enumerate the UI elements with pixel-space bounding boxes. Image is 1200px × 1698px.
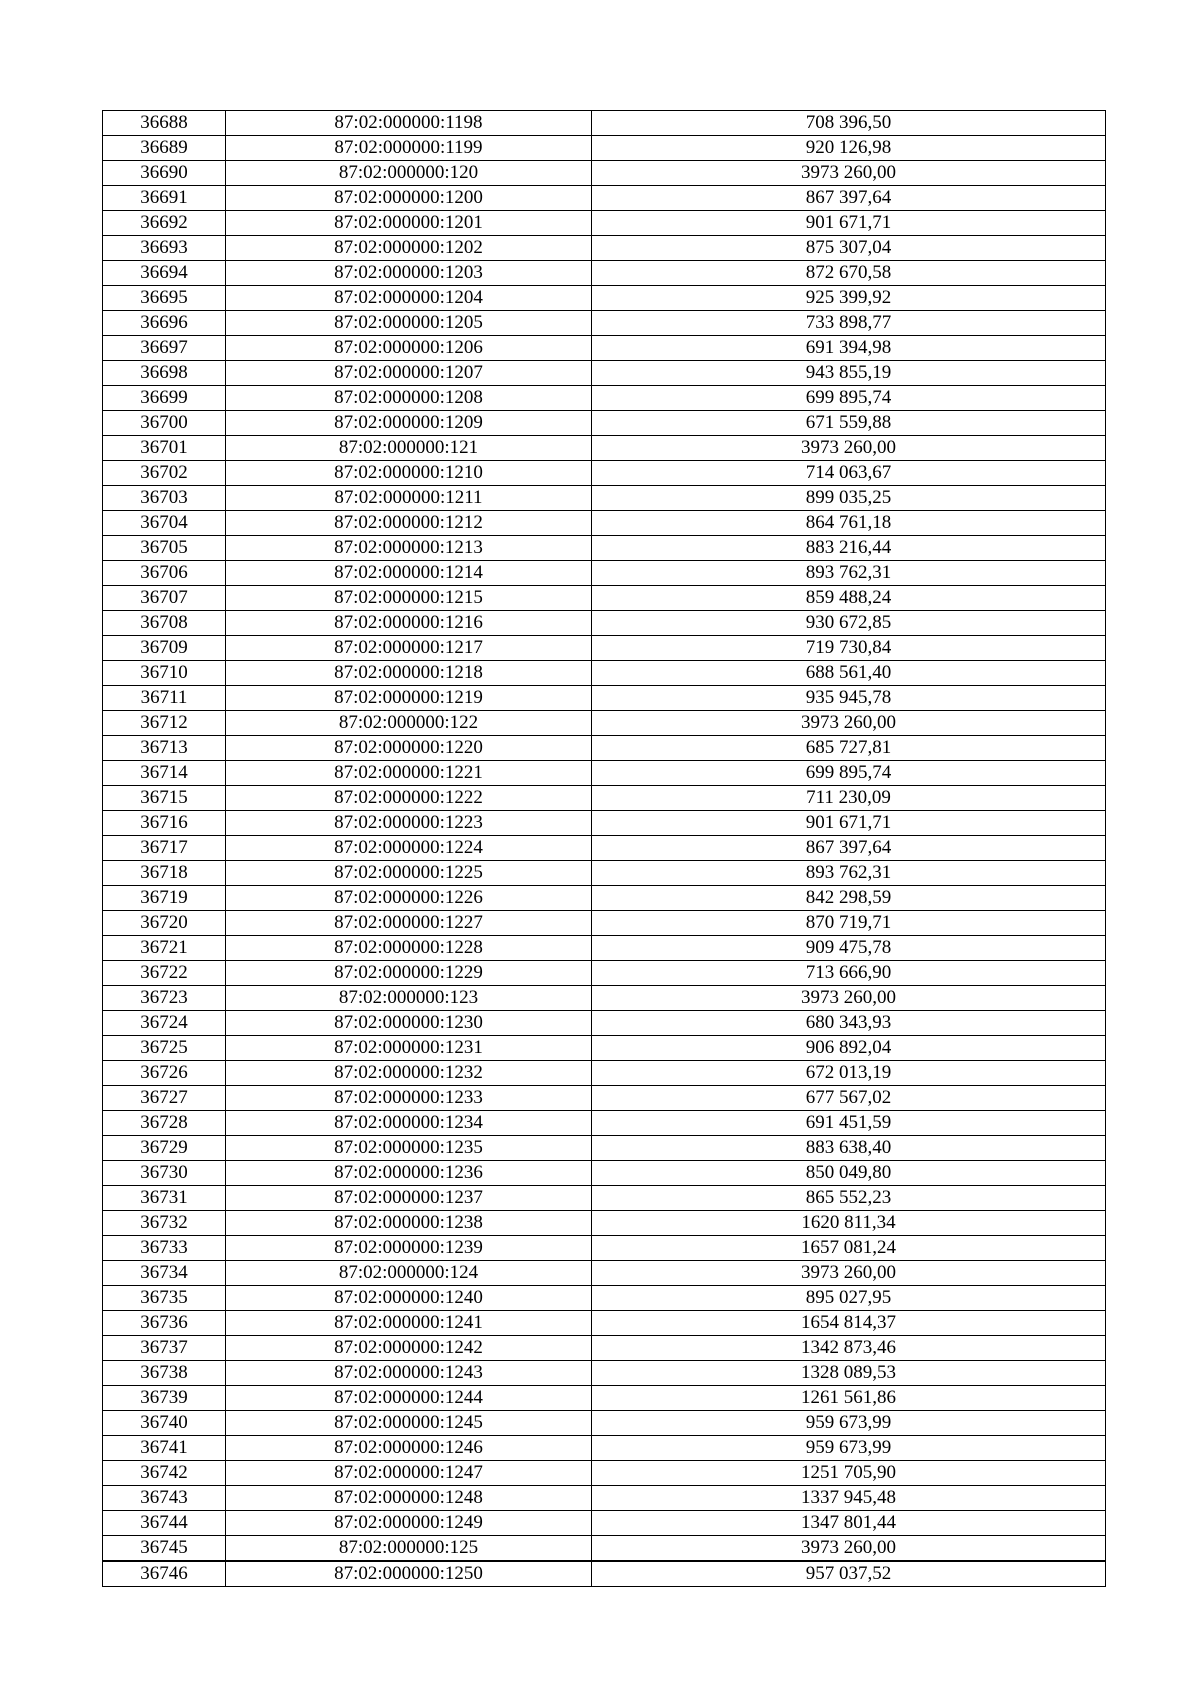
table-row: [103, 211, 1106, 236]
cadastral-number-cell: 87:02:000000:124: [226, 1261, 592, 1286]
cadastral-value-cell: 688 561,40: [592, 661, 1106, 686]
cadastral-value-cell: 859 488,24: [592, 586, 1106, 611]
cadastral-number-cell: 87:02:000000:1202: [226, 236, 592, 261]
cadastral-number-cell: 87:02:000000:1240: [226, 1286, 592, 1311]
row-number-cell: 36691: [103, 186, 226, 211]
table-row: [103, 286, 1106, 311]
cadastral-number-cell: 87:02:000000:1222: [226, 786, 592, 811]
table-row: [103, 1086, 1106, 1111]
cadastral-value-cell: 893 762,31: [592, 561, 1106, 586]
cadastral-value-cell: 677 567,02: [592, 1086, 1106, 1111]
table-row: [103, 1236, 1106, 1261]
cadastral-value-cell: 699 895,74: [592, 386, 1106, 411]
cadastral-value-cell: 883 216,44: [592, 536, 1106, 561]
row-number-cell: 36735: [103, 1286, 226, 1311]
cadastral-value-cell: 842 298,59: [592, 886, 1106, 911]
cadastral-value-cell: 3973 260,00: [592, 986, 1106, 1011]
cadastral-number-cell: 87:02:000000:1199: [226, 136, 592, 161]
row-number-cell: 36712: [103, 711, 226, 736]
cadastral-number-cell: 87:02:000000:1228: [226, 936, 592, 961]
cadastral-value-cell: 906 892,04: [592, 1036, 1106, 1061]
cadastral-number-cell: 87:02:000000:1237: [226, 1186, 592, 1211]
table-row: [103, 386, 1106, 411]
cadastral-value-cell: 850 049,80: [592, 1161, 1106, 1186]
cadastral-number-cell: 87:02:000000:1226: [226, 886, 592, 911]
table-row: [103, 886, 1106, 911]
table-row: [103, 436, 1106, 461]
row-number-cell: 36728: [103, 1111, 226, 1136]
row-number-cell: 36715: [103, 786, 226, 811]
row-number-cell: 36744: [103, 1511, 226, 1536]
row-number-cell: 36706: [103, 561, 226, 586]
cadastral-number-cell: 87:02:000000:1201: [226, 211, 592, 236]
row-number-cell: 36710: [103, 661, 226, 686]
cadastral-value-cell: 1347 801,44: [592, 1511, 1106, 1536]
table-row: [103, 161, 1106, 186]
row-number-cell: 36718: [103, 861, 226, 886]
table-row: [103, 136, 1106, 161]
row-number-cell: 36737: [103, 1336, 226, 1361]
cadastral-number-cell: 87:02:000000:1250: [226, 1561, 592, 1587]
table-row: [103, 961, 1106, 986]
table-row: [103, 1536, 1106, 1562]
table-row: [103, 361, 1106, 386]
cadastral-value-cell: 699 895,74: [592, 761, 1106, 786]
table-row: [103, 1036, 1106, 1061]
table-row: [103, 586, 1106, 611]
cadastral-number-cell: 87:02:000000:1220: [226, 736, 592, 761]
cadastral-value-cell: 870 719,71: [592, 911, 1106, 936]
cadastral-value-cell: 872 670,58: [592, 261, 1106, 286]
cadastral-value-cell: 867 397,64: [592, 186, 1106, 211]
cadastral-value-table: [102, 110, 1106, 1587]
row-number-cell: 36693: [103, 236, 226, 261]
cadastral-value-cell: 672 013,19: [592, 1061, 1106, 1086]
row-number-cell: 36695: [103, 286, 226, 311]
row-number-cell: 36698: [103, 361, 226, 386]
row-number-cell: 36743: [103, 1486, 226, 1511]
cadastral-value-cell: 925 399,92: [592, 286, 1106, 311]
cadastral-number-cell: 87:02:000000:1242: [226, 1336, 592, 1361]
cadastral-value-cell: 1251 705,90: [592, 1461, 1106, 1486]
row-number-cell: 36703: [103, 486, 226, 511]
cadastral-number-cell: 87:02:000000:122: [226, 711, 592, 736]
cadastral-number-cell: 87:02:000000:125: [226, 1536, 592, 1562]
cadastral-value-cell: 680 343,93: [592, 1011, 1106, 1036]
cadastral-value-cell: 711 230,09: [592, 786, 1106, 811]
cadastral-value-cell: 691 394,98: [592, 336, 1106, 361]
cadastral-value-cell: 3973 260,00: [592, 1536, 1106, 1562]
row-number-cell: 36719: [103, 886, 226, 911]
cadastral-number-cell: 87:02:000000:1211: [226, 486, 592, 511]
table-row: [103, 1111, 1106, 1136]
cadastral-number-cell: 87:02:000000:1246: [226, 1436, 592, 1461]
cadastral-value-cell: 930 672,85: [592, 611, 1106, 636]
cadastral-number-cell: 87:02:000000:1248: [226, 1486, 592, 1511]
cadastral-value-cell: 1620 811,34: [592, 1211, 1106, 1236]
cadastral-value-cell: 1328 089,53: [592, 1361, 1106, 1386]
cadastral-value-cell: 3973 260,00: [592, 1261, 1106, 1286]
table-row: [103, 1186, 1106, 1211]
row-number-cell: 36730: [103, 1161, 226, 1186]
row-number-cell: 36727: [103, 1086, 226, 1111]
table-row: [103, 786, 1106, 811]
cadastral-value-cell: 685 727,81: [592, 736, 1106, 761]
cadastral-value-cell: 713 666,90: [592, 961, 1106, 986]
cadastral-number-cell: 87:02:000000:120: [226, 161, 592, 186]
cadastral-value-cell: 867 397,64: [592, 836, 1106, 861]
table-row: [103, 511, 1106, 536]
cadastral-number-cell: 87:02:000000:123: [226, 986, 592, 1011]
cadastral-number-cell: 87:02:000000:1245: [226, 1411, 592, 1436]
row-number-cell: 36745: [103, 1536, 226, 1562]
cadastral-value-cell: 920 126,98: [592, 136, 1106, 161]
cadastral-number-cell: 87:02:000000:1216: [226, 611, 592, 636]
table-row: [103, 811, 1106, 836]
table-row: [103, 186, 1106, 211]
cadastral-number-cell: 87:02:000000:1224: [226, 836, 592, 861]
cadastral-number-cell: 87:02:000000:1244: [226, 1386, 592, 1411]
cadastral-value-cell: 691 451,59: [592, 1111, 1106, 1136]
cadastral-number-cell: 87:02:000000:1229: [226, 961, 592, 986]
cadastral-value-cell: 3973 260,00: [592, 711, 1106, 736]
row-number-cell: 36717: [103, 836, 226, 861]
cadastral-number-cell: 87:02:000000:1243: [226, 1361, 592, 1386]
table-row: [103, 686, 1106, 711]
table-row: [103, 761, 1106, 786]
table-row: [103, 1436, 1106, 1461]
cadastral-number-cell: 87:02:000000:1217: [226, 636, 592, 661]
table-row: [103, 911, 1106, 936]
table-row: [103, 1211, 1106, 1236]
row-number-cell: 36700: [103, 411, 226, 436]
cadastral-value-cell: 671 559,88: [592, 411, 1106, 436]
cadastral-value-cell: 3973 260,00: [592, 436, 1106, 461]
table-row: [103, 636, 1106, 661]
cadastral-number-cell: 87:02:000000:1200: [226, 186, 592, 211]
cadastral-value-cell: 893 762,31: [592, 861, 1106, 886]
table-row: [103, 861, 1106, 886]
row-number-cell: 36713: [103, 736, 226, 761]
row-number-cell: 36694: [103, 261, 226, 286]
cadastral-value-cell: 733 898,77: [592, 311, 1106, 336]
table-row: [103, 561, 1106, 586]
cadastral-number-cell: 87:02:000000:1208: [226, 386, 592, 411]
row-number-cell: 36696: [103, 311, 226, 336]
row-number-cell: 36733: [103, 1236, 226, 1261]
cadastral-number-cell: 87:02:000000:1210: [226, 461, 592, 486]
cadastral-number-cell: 87:02:000000:1219: [226, 686, 592, 711]
table-row: [103, 986, 1106, 1011]
cadastral-value-cell: 901 671,71: [592, 211, 1106, 236]
table-row: [103, 261, 1106, 286]
row-number-cell: 36707: [103, 586, 226, 611]
row-number-cell: 36741: [103, 1436, 226, 1461]
cadastral-number-cell: 87:02:000000:1241: [226, 1311, 592, 1336]
row-number-cell: 36704: [103, 511, 226, 536]
table-row: [103, 736, 1106, 761]
row-number-cell: 36722: [103, 961, 226, 986]
row-number-cell: 36705: [103, 536, 226, 561]
cadastral-value-cell: 1337 945,48: [592, 1486, 1106, 1511]
row-number-cell: 36711: [103, 686, 226, 711]
cadastral-value-cell: 708 396,50: [592, 111, 1106, 136]
table-row: [103, 311, 1106, 336]
table-row: [103, 1361, 1106, 1386]
table-row: [103, 486, 1106, 511]
cadastral-number-cell: 87:02:000000:1198: [226, 111, 592, 136]
cadastral-value-cell: 895 027,95: [592, 1286, 1106, 1311]
table-row: [103, 1061, 1106, 1086]
table-row: [103, 1311, 1106, 1336]
cadastral-value-cell: 1654 814,37: [592, 1311, 1106, 1336]
table-body: [103, 111, 1106, 1587]
row-number-cell: 36725: [103, 1036, 226, 1061]
cadastral-value-cell: 1261 561,86: [592, 1386, 1106, 1411]
row-number-cell: 36716: [103, 811, 226, 836]
table-row: [103, 836, 1106, 861]
table-row: [103, 661, 1106, 686]
table-row: [103, 1336, 1106, 1361]
table-row: [103, 1161, 1106, 1186]
table-row: [103, 1486, 1106, 1511]
table-row: [103, 536, 1106, 561]
row-number-cell: 36690: [103, 161, 226, 186]
cadastral-number-cell: 87:02:000000:1234: [226, 1111, 592, 1136]
cadastral-number-cell: 87:02:000000:1223: [226, 811, 592, 836]
cadastral-value-cell: 909 475,78: [592, 936, 1106, 961]
table-row: [103, 336, 1106, 361]
cadastral-value-cell: 899 035,25: [592, 486, 1106, 511]
row-number-cell: 36721: [103, 936, 226, 961]
table-row: [103, 936, 1106, 961]
table-row: [103, 1286, 1106, 1311]
row-number-cell: 36738: [103, 1361, 226, 1386]
cadastral-value-cell: 959 673,99: [592, 1411, 1106, 1436]
cadastral-number-cell: 87:02:000000:1249: [226, 1511, 592, 1536]
cadastral-value-cell: 864 761,18: [592, 511, 1106, 536]
cadastral-value-cell: 957 037,52: [592, 1561, 1106, 1587]
row-number-cell: 36702: [103, 461, 226, 486]
cadastral-number-cell: 87:02:000000:1230: [226, 1011, 592, 1036]
cadastral-value-cell: 875 307,04: [592, 236, 1106, 261]
row-number-cell: 36689: [103, 136, 226, 161]
table-row: [103, 111, 1106, 136]
cadastral-number-cell: 87:02:000000:1233: [226, 1086, 592, 1111]
row-number-cell: 36699: [103, 386, 226, 411]
row-number-cell: 36692: [103, 211, 226, 236]
cadastral-number-cell: 87:02:000000:1238: [226, 1211, 592, 1236]
table-row: [103, 1561, 1106, 1587]
cadastral-value-cell: 714 063,67: [592, 461, 1106, 486]
row-number-cell: 36708: [103, 611, 226, 636]
cadastral-number-cell: 87:02:000000:1205: [226, 311, 592, 336]
table-row: [103, 461, 1106, 486]
cadastral-value-cell: 719 730,84: [592, 636, 1106, 661]
row-number-cell: 36734: [103, 1261, 226, 1286]
cadastral-number-cell: 87:02:000000:1212: [226, 511, 592, 536]
cadastral-number-cell: 87:02:000000:1235: [226, 1136, 592, 1161]
row-number-cell: 36720: [103, 911, 226, 936]
row-number-cell: 36709: [103, 636, 226, 661]
row-number-cell: 36742: [103, 1461, 226, 1486]
table-row: [103, 1136, 1106, 1161]
cadastral-value-cell: 901 671,71: [592, 811, 1106, 836]
cadastral-number-cell: 87:02:000000:1225: [226, 861, 592, 886]
row-number-cell: 36701: [103, 436, 226, 461]
table-row: [103, 1461, 1106, 1486]
cadastral-number-cell: 87:02:000000:1232: [226, 1061, 592, 1086]
cadastral-value-cell: 883 638,40: [592, 1136, 1106, 1161]
table-row: [103, 611, 1106, 636]
cadastral-number-cell: 87:02:000000:1231: [226, 1036, 592, 1061]
cadastral-number-cell: 87:02:000000:1213: [226, 536, 592, 561]
table-row: [103, 711, 1106, 736]
table-row: [103, 236, 1106, 261]
row-number-cell: 36736: [103, 1311, 226, 1336]
table-row: [103, 1386, 1106, 1411]
row-number-cell: 36723: [103, 986, 226, 1011]
cadastral-number-cell: 87:02:000000:1247: [226, 1461, 592, 1486]
table-row: [103, 1511, 1106, 1536]
cadastral-number-cell: 87:02:000000:1214: [226, 561, 592, 586]
table-row: [103, 411, 1106, 436]
row-number-cell: 36726: [103, 1061, 226, 1086]
row-number-cell: 36714: [103, 761, 226, 786]
cadastral-value-cell: 3973 260,00: [592, 161, 1106, 186]
cadastral-value-cell: 943 855,19: [592, 361, 1106, 386]
cadastral-number-cell: 87:02:000000:1206: [226, 336, 592, 361]
cadastral-number-cell: 87:02:000000:1207: [226, 361, 592, 386]
row-number-cell: 36739: [103, 1386, 226, 1411]
cadastral-number-cell: 87:02:000000:121: [226, 436, 592, 461]
cadastral-number-cell: 87:02:000000:1236: [226, 1161, 592, 1186]
cadastral-number-cell: 87:02:000000:1218: [226, 661, 592, 686]
cadastral-number-cell: 87:02:000000:1215: [226, 586, 592, 611]
cadastral-number-cell: 87:02:000000:1227: [226, 911, 592, 936]
row-number-cell: 36732: [103, 1211, 226, 1236]
cadastral-number-cell: 87:02:000000:1221: [226, 761, 592, 786]
cadastral-number-cell: 87:02:000000:1203: [226, 261, 592, 286]
table-row: [103, 1261, 1106, 1286]
row-number-cell: 36740: [103, 1411, 226, 1436]
cadastral-value-cell: 865 552,23: [592, 1186, 1106, 1211]
cadastral-value-cell: 959 673,99: [592, 1436, 1106, 1461]
row-number-cell: 36746: [103, 1561, 226, 1587]
row-number-cell: 36697: [103, 336, 226, 361]
cadastral-value-cell: 1342 873,46: [592, 1336, 1106, 1361]
cadastral-number-cell: 87:02:000000:1239: [226, 1236, 592, 1261]
cadastral-number-cell: 87:02:000000:1209: [226, 411, 592, 436]
table-row: [103, 1011, 1106, 1036]
row-number-cell: 36731: [103, 1186, 226, 1211]
cadastral-value-cell: 935 945,78: [592, 686, 1106, 711]
cadastral-number-cell: 87:02:000000:1204: [226, 286, 592, 311]
row-number-cell: 36688: [103, 111, 226, 136]
row-number-cell: 36724: [103, 1011, 226, 1036]
table-row: [103, 1411, 1106, 1436]
cadastral-value-cell: 1657 081,24: [592, 1236, 1106, 1261]
row-number-cell: 36729: [103, 1136, 226, 1161]
